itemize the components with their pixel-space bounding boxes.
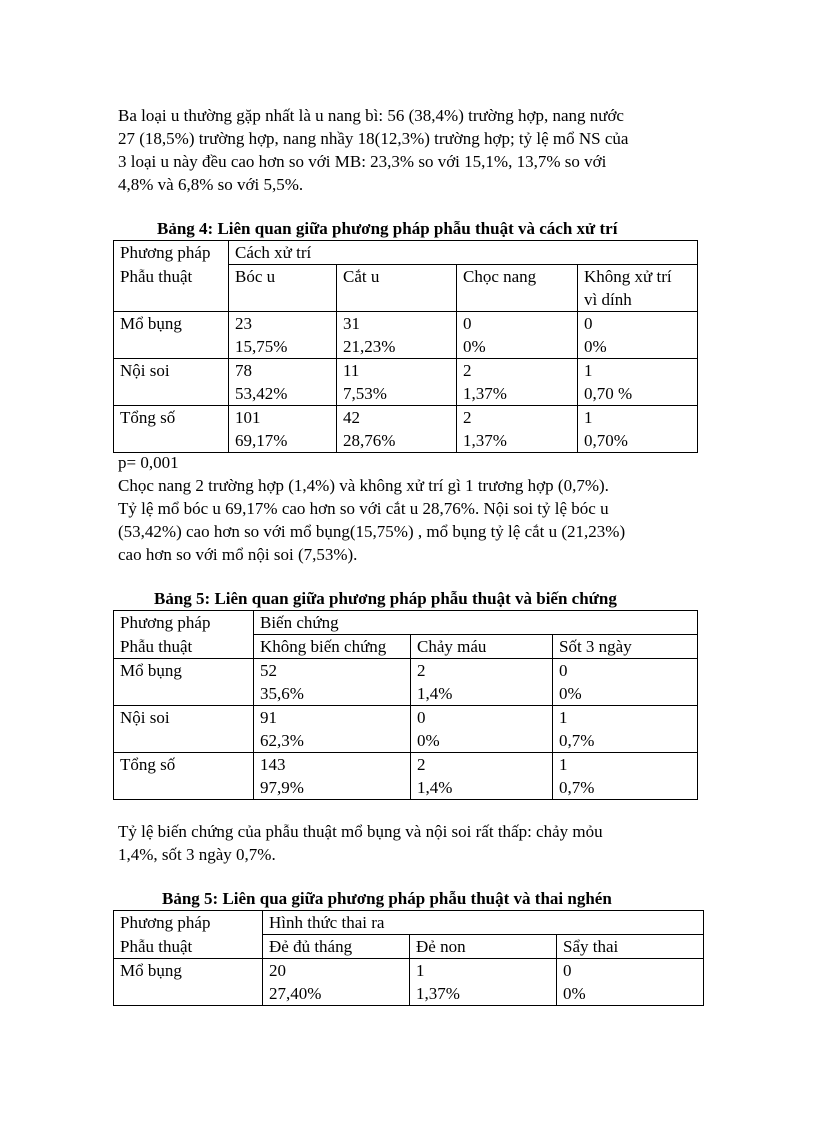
- row-label: Tổng số: [114, 753, 254, 800]
- intro-paragraph: [118, 104, 718, 196]
- table-row: [114, 659, 698, 706]
- table6: [113, 910, 704, 1006]
- table-cell: 1 0,7%: [553, 753, 698, 800]
- table-cell: 2 1,4%: [411, 659, 553, 706]
- table-cell: 78 53,42%: [229, 359, 337, 406]
- table-cell: 2 1,4%: [411, 753, 553, 800]
- table-cell: 0 0%: [553, 659, 698, 706]
- method-header: Phương pháp: [114, 911, 263, 935]
- table-header-row: [114, 911, 704, 935]
- table-cell: 2 1,37%: [457, 359, 578, 406]
- table-header-row: [114, 611, 698, 635]
- column-header: Bóc u: [229, 265, 337, 312]
- group-header: Hình thức thai ra: [263, 911, 704, 935]
- table4-caption: Bảng 4: Liên quan giữa phương pháp phẫu thuật và cách xử trí: [157, 219, 618, 238]
- table-cell: 1 0,70 %: [578, 359, 698, 406]
- table-cell: 31 21,23%: [337, 312, 457, 359]
- column-header: Sốt 3 ngày: [553, 635, 698, 659]
- column-header: Chọc nang: [457, 265, 578, 312]
- table-cell: 20 27,40%: [263, 959, 410, 1006]
- table-cell: 2 1,37%: [457, 406, 578, 453]
- row-label: Mổ bụng: [114, 659, 254, 706]
- table-cell: 0 0%: [578, 312, 698, 359]
- column-header: Đẻ non: [410, 935, 557, 959]
- column-header: Sẩy thai: [557, 935, 704, 959]
- text-line: 27 (18,5%) trường hợp, nang nhầy 18(12,3%) trường hợp; tỷ lệ mổ NS của: [118, 129, 629, 148]
- table-row: [114, 312, 698, 359]
- table-row: [114, 706, 698, 753]
- table-cell: 0 0%: [411, 706, 553, 753]
- table-header-row: [114, 241, 698, 265]
- row-label: Mổ bụng: [114, 959, 263, 1006]
- table-cell: 0 0%: [557, 959, 704, 1006]
- table-cell: 91 62,3%: [254, 706, 411, 753]
- row-label: Nội soi: [114, 706, 254, 753]
- table-cell: 1 1,37%: [410, 959, 557, 1006]
- row-label: Tổng số: [114, 406, 229, 453]
- text-line: Chọc nang 2 trường hợp (1,4%) và không xử trí gì 1 trương hợp (0,7%).: [118, 476, 609, 495]
- group-header: Cách xử trí: [229, 241, 698, 265]
- table-header-row: [114, 935, 704, 959]
- table-row: [114, 359, 698, 406]
- method-header-line2: Phẫu thuật: [114, 635, 254, 659]
- table5-caption: Bảng 5: Liên quan giữa phương pháp phẫu thuật và biến chứng: [154, 589, 617, 608]
- table4: [113, 240, 698, 453]
- column-header: Chảy máu: [411, 635, 553, 659]
- table-row: [114, 406, 698, 453]
- column-header: Đẻ đủ tháng: [263, 935, 410, 959]
- table-cell: 23 15,75%: [229, 312, 337, 359]
- table6-caption: Bảng 5: Liên qua giữa phương pháp phẫu thuật và thai nghén: [162, 889, 612, 908]
- table-cell: 1 0,7%: [553, 706, 698, 753]
- column-header: Cắt u: [337, 265, 457, 312]
- text-line: 1,4%, sốt 3 ngày 0,7%.: [118, 845, 276, 864]
- group-header: Biến chứng: [254, 611, 698, 635]
- text-line: Ba loại u thường gặp nhất là u nang bì: 56 (38,4%) trường hợp, nang nước: [118, 106, 624, 125]
- table-row: [114, 959, 704, 1006]
- table-header-row: [114, 635, 698, 659]
- column-header: Không biến chứng: [254, 635, 411, 659]
- table-cell: 0 0%: [457, 312, 578, 359]
- text-line: Tỷ lệ mổ bóc u 69,17% cao hơn so với cắt u 28,76%. Nội soi tỷ lệ bóc u: [118, 499, 609, 518]
- method-header-line2: Phẫu thuật: [114, 935, 263, 959]
- text-line: (53,42%) cao hơn so với mổ bụng(15,75%) , mổ bụng tỷ lệ cắt u (21,23%): [118, 522, 626, 541]
- row-label: Mổ bụng: [114, 312, 229, 359]
- text-line: 3 loại u này đều cao hơn so với MB: 23,3% so với 15,1%, 13,7% so với: [118, 152, 607, 171]
- table4-discussion: [118, 474, 718, 566]
- table-cell: 52 35,6%: [254, 659, 411, 706]
- table-cell: 101 69,17%: [229, 406, 337, 453]
- row-label: Nội soi: [114, 359, 229, 406]
- table-cell: 42 28,76%: [337, 406, 457, 453]
- table5: [113, 610, 698, 800]
- p-value: p= 0,001: [118, 453, 179, 472]
- table-header-row: [114, 265, 698, 312]
- table5-discussion: [118, 820, 718, 866]
- table-cell: 1 0,70%: [578, 406, 698, 453]
- table-cell: 11 7,53%: [337, 359, 457, 406]
- method-header: Phương pháp: [114, 611, 254, 635]
- text-line: cao hơn so với mổ nội soi (7,53%).: [118, 545, 358, 564]
- text-line: 4,8% và 6,8% so với 5,5%.: [118, 175, 304, 194]
- column-header: Không xử trí vì dính: [578, 265, 698, 312]
- method-header-line2: Phẫu thuật: [114, 265, 229, 312]
- text-line: Tỷ lệ biến chứng của phẫu thuật mổ bụng và nội soi rất thấp: chảy mỏu: [118, 822, 603, 841]
- method-header: Phương pháp: [114, 241, 229, 265]
- table-row: [114, 753, 698, 800]
- table-cell: 143 97,9%: [254, 753, 411, 800]
